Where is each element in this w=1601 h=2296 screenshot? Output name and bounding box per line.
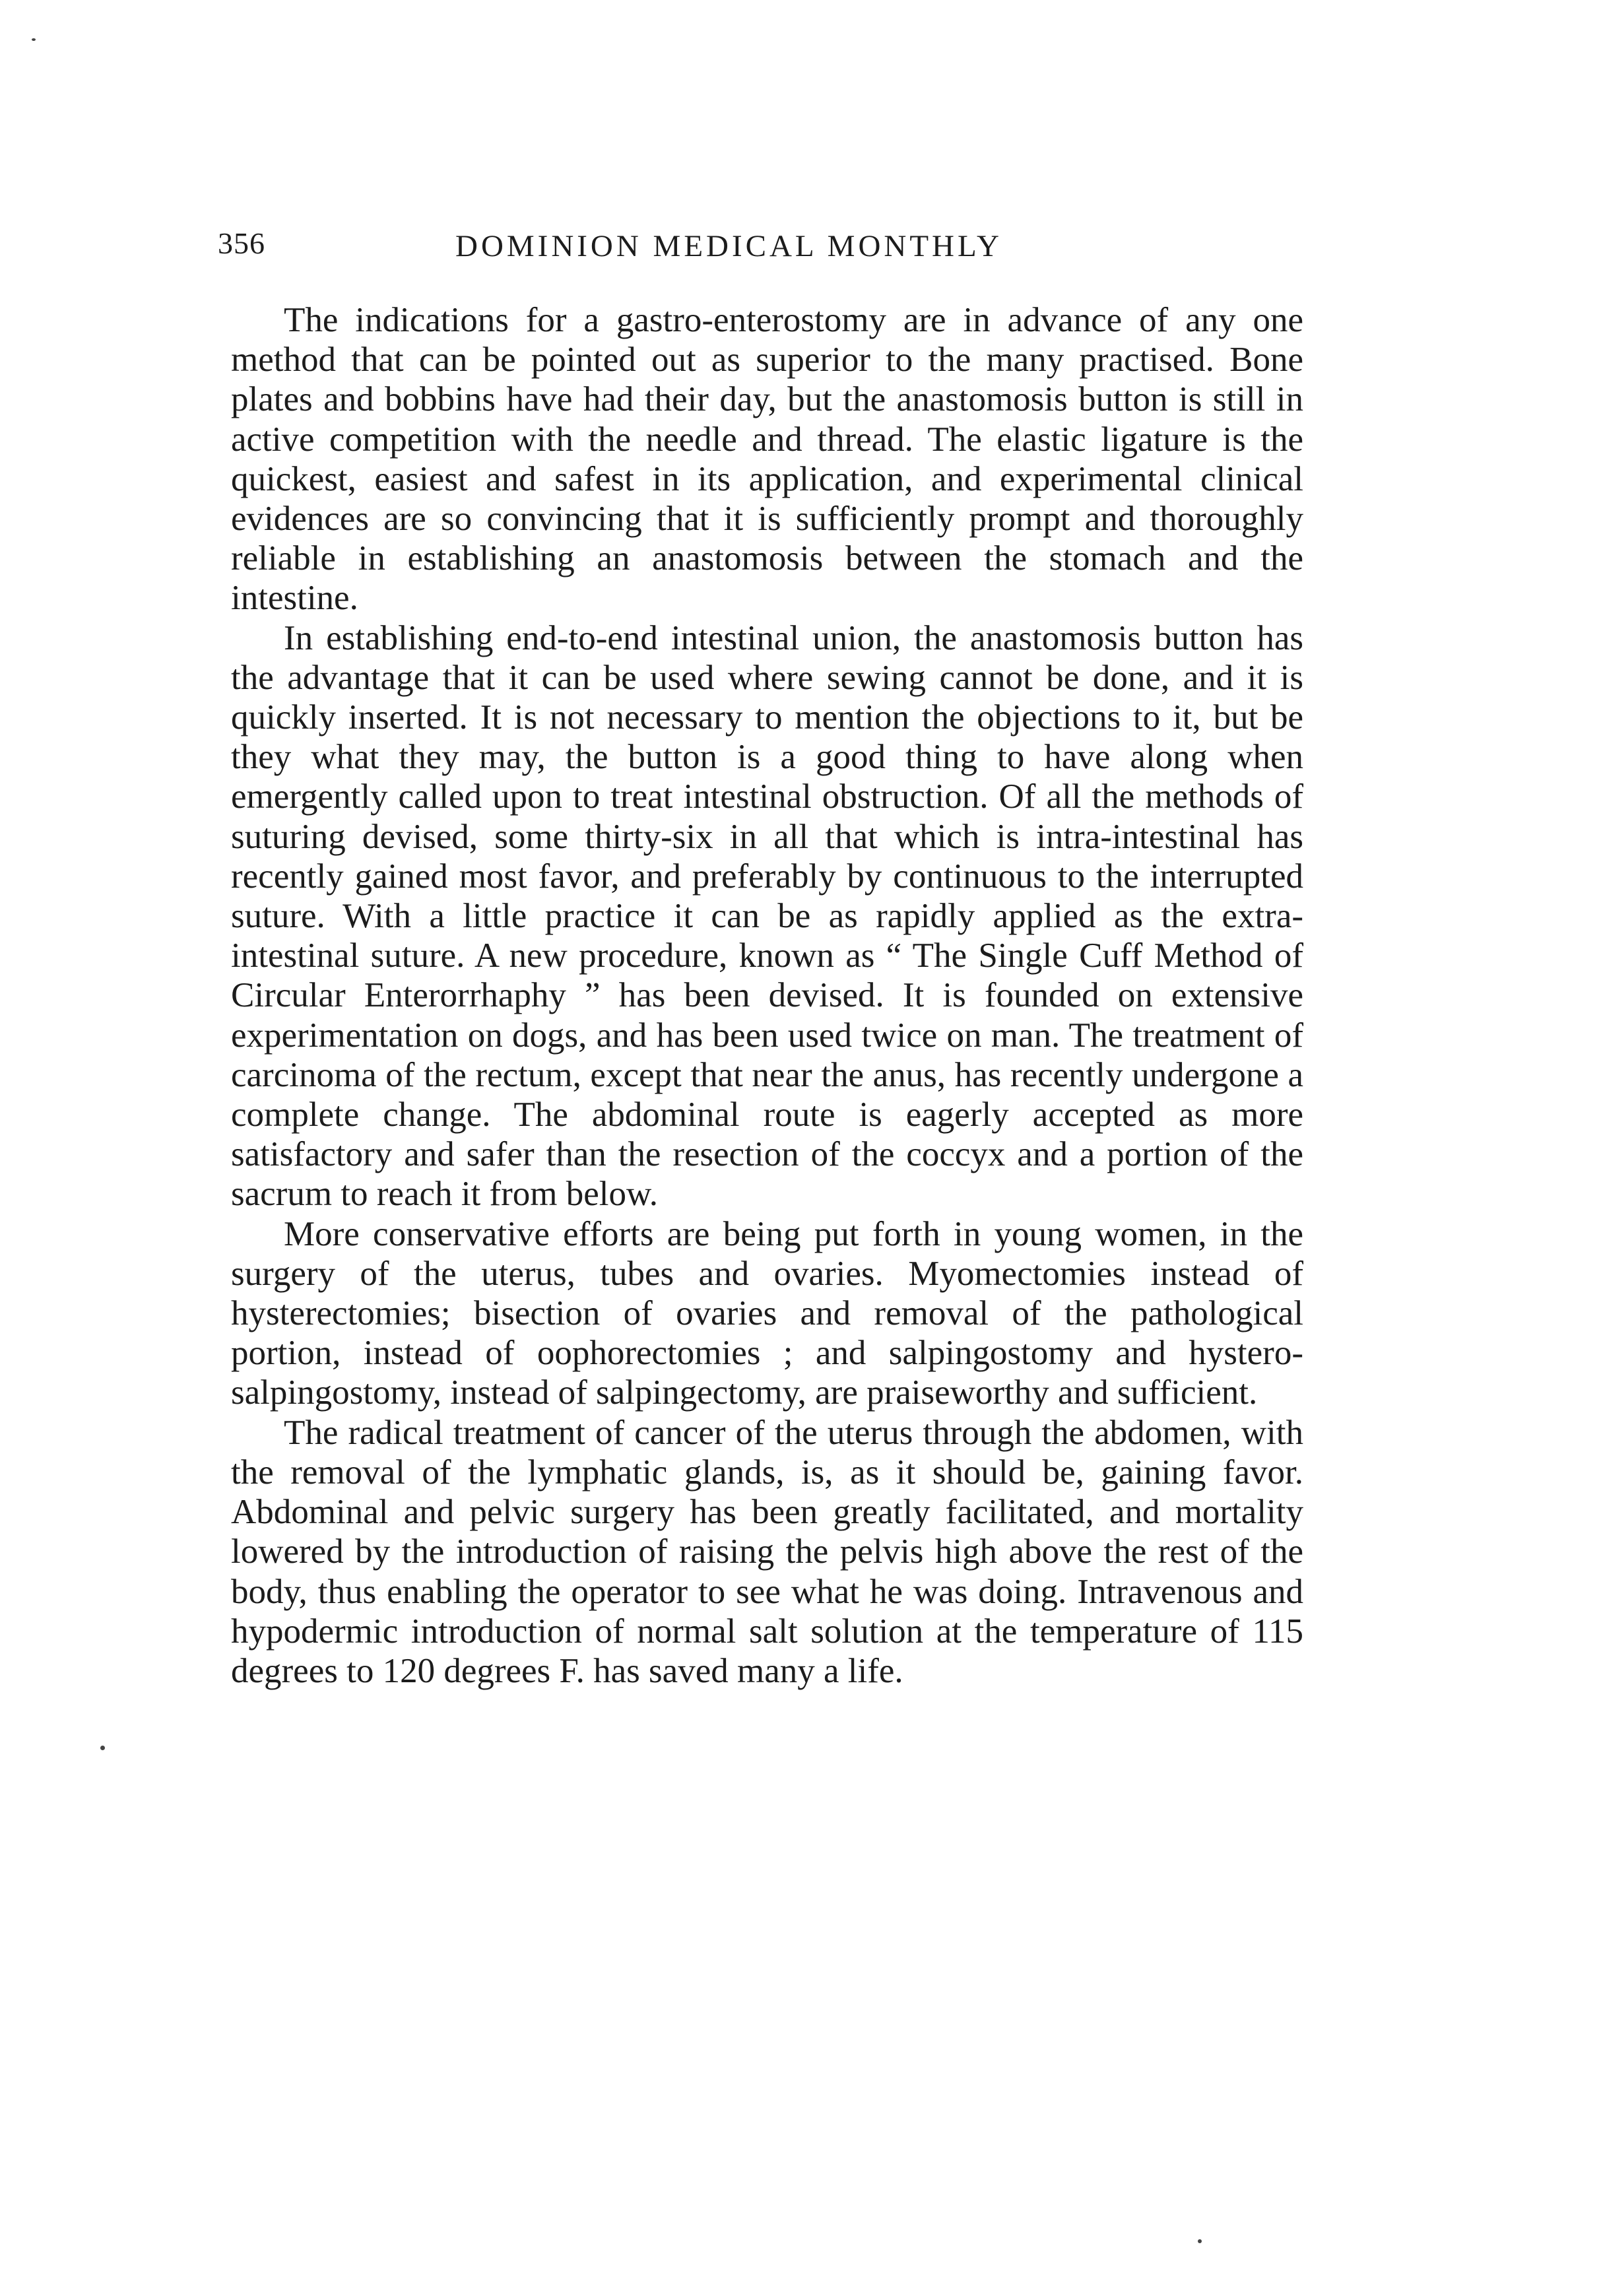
paragraph-radical-treatment: The radical treatment of cancer of the uterus through the abdomen, with the removal of the lymphatic glands, is, as it should be, gaining favor. Abdominal and pelvic surgery has been greatly facilitated, and mortality lowered by the introduction of raising the pelvis high above the rest of the body, thus enabling the operator to see what he was doing. Intravenous and hypodermic introduction of normal salt solution at the temperature of 115 degrees to 120 degrees F. has saved many a life. [231, 1413, 1303, 1690]
paragraph-conservative-efforts: More conservative efforts are being put forth in young women, in the surgery of the uterus, tubes and ovaries. Myomectomies instead of hysterectomies; bisection of ovaries and removal of the pathological portion, instead of oophorectomies ; and salpingostomy and hystero-salpingostomy, instead of salpingectomy, are praiseworthy and sufficient. [231, 1214, 1303, 1412]
article-body [231, 300, 1303, 1691]
paragraph-gastro-enterostomy: The indications for a gastro-enterostomy are in advance of any one method that can be pointed out as superior to the many practised. Bone plates and bobbins have had their day, but the anastomosis button is still in active competition with the needle and thread. The elastic ligature is the quickest, easiest and safest in its application, and experimental clinical evidences are so convincing that it is sufficiently prompt and thoroughly reliable in establishing an anastomosis between the stomach and the intestine. [231, 301, 1303, 618]
scan-speck [1198, 2239, 1202, 2243]
paragraph-intestinal-union: In establishing end-to-end intestinal union, the anastomosis button has the advantage that it can be used where sewing cannot be done, and it is quickly inserted. It is not necessary to mention the objections to it, but be they what they may, the button is a good thing to have along when emergently called upon to treat intestinal obstruction. Of all the methods of suturing devised, some thirty-six in all that which is intra-intestinal has recently gained most favor, and preferably by continuous to the interrupted suture. With a little practice it can be as rapidly applied as the extra-intestinal suture. A new procedure, known as “ The Single Cuff Method of Circular Enterorrhaphy ” has been devised. It is founded on extensive experimentation on dogs, and has been used twice on man. The treatment of carcinoma of the rectum, except that near the anus, has recently undergone a complete change. The abdominal route is eagerly accepted as more satisfactory and safer than the resection of the coccyx and a portion of the sacrum to reach it from below. [231, 618, 1303, 1214]
page-number: 356 [218, 226, 265, 260]
scan-speck [100, 1746, 105, 1750]
running-title: DOMINION MEDICAL MONTHLY [455, 229, 1002, 263]
scan-speck [32, 38, 36, 41]
